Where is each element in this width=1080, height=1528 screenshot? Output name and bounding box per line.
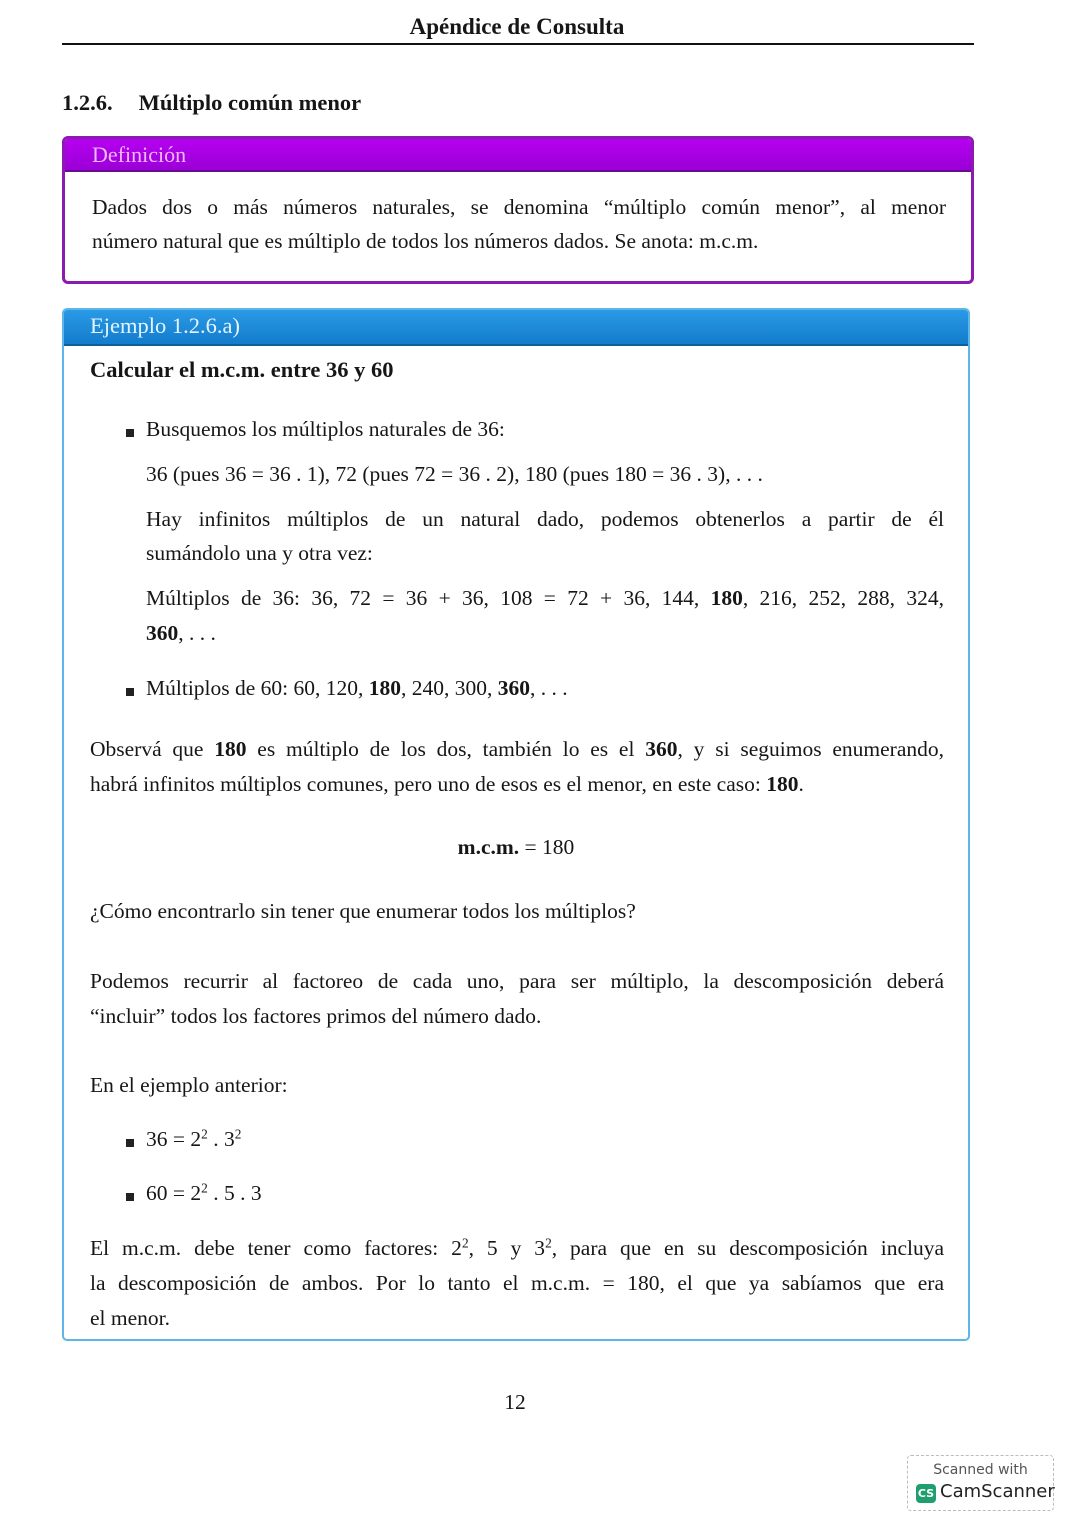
watermark-brand: CamScanner — [940, 1481, 1055, 1502]
example-label: Ejemplo 1.2.6.a) — [90, 313, 240, 338]
definition-header — [65, 139, 971, 172]
text-segment: 36 (pues 36 = 36 . 1), 72 (pues 72 = 36 . 2), 180 (pues 180 = 36 . 3), . . . — [146, 462, 763, 486]
text-segment: la descomposición de ambos. Por lo tanto el m.c.m. = 180, el que ya sabíamos que era — [90, 1271, 944, 1295]
text-segment: habrá infinitos múltiplos comunes, pero uno de esos es el menor, en este caso: — [90, 772, 767, 796]
text-segment: el menor. — [90, 1306, 171, 1330]
superscript: 2 — [201, 1180, 208, 1196]
bold-text: 180 — [766, 772, 799, 796]
text-segment: Hay infinitos múltiplos de un natural dado, podemos obtenerlos a partir de él — [146, 507, 944, 531]
bullet-text — [146, 676, 568, 701]
bullet-text — [146, 417, 505, 442]
text-segment: “incluir” todos los factores primos del número dado. — [90, 1004, 542, 1028]
text-segment: El m.c.m. debe tener como factores: 2 — [90, 1236, 462, 1260]
text-segment: Dados dos o más números naturales, se denomina “múltiplo común menor”, al menor — [92, 195, 946, 219]
text-segment: número natural que es múltiplo de todos los números dados. Se anota: m.c.m. — [92, 229, 759, 253]
camscanner-logo-icon: CS — [916, 1484, 936, 1503]
definition-label: Definición — [92, 142, 187, 167]
text-segment: , y si seguimos enumerando, — [677, 737, 944, 761]
text-segment: , . . . — [530, 676, 568, 700]
bullet-text — [146, 1127, 241, 1152]
bold-text: 180 — [710, 586, 743, 610]
watermark-caption: Scanned with — [933, 1462, 1028, 1478]
text-line — [90, 1306, 170, 1331]
text-segment: . 5 . 3 — [207, 1181, 262, 1205]
equation — [64, 835, 968, 860]
bold-text: 180 — [214, 737, 247, 761]
example-box — [62, 308, 970, 1341]
text-segment: , . . . — [178, 621, 216, 645]
bullet-icon — [126, 1139, 134, 1147]
text-line — [90, 899, 636, 924]
superscript: 2 — [234, 1126, 242, 1142]
bullet-icon — [126, 688, 134, 696]
text-segment: es múltiplo de los dos, también lo es el — [246, 737, 646, 761]
text-segment: Múltiplos de 36: 36, 72 = 36 + 36, 108 = 72 + 36, 144, — [146, 586, 711, 610]
text-line — [146, 462, 763, 487]
header-rule — [62, 43, 974, 45]
text-line — [90, 1004, 541, 1029]
running-header: Apéndice de Consulta — [409, 14, 625, 39]
text-line — [90, 737, 944, 762]
text-segment: Busquemos los múltiplos naturales de 36: — [146, 417, 505, 441]
text-segment: ¿Cómo encontrarlo sin tener que enumerar todos los múltiplos? — [90, 899, 636, 923]
text-segment: En el ejemplo anterior: — [90, 1073, 288, 1097]
camscanner-watermark — [907, 1455, 1054, 1511]
text-segment: , 5 y 3 — [468, 1236, 546, 1260]
superscript: 2 — [461, 1235, 469, 1251]
bold-text: m.c.m. — [457, 835, 520, 859]
section-number: 1.2.6. — [62, 90, 113, 115]
section-title: Múltiplo común menor — [138, 90, 362, 115]
page-number: 12 — [504, 1390, 526, 1414]
bold-text: 360 — [497, 676, 531, 700]
bullet-text — [146, 1181, 262, 1206]
text-segment: = 180 — [519, 835, 575, 859]
text-line — [90, 772, 804, 797]
text-segment: 36 = 2 — [146, 1127, 202, 1151]
definition-line — [92, 229, 758, 254]
bold-text: Calcular el m.c.m. entre 36 y 60 — [90, 357, 394, 382]
example-title — [90, 357, 393, 383]
text-line — [90, 1236, 944, 1261]
bullet-icon — [126, 1193, 134, 1201]
bold-text: 360 — [146, 621, 179, 645]
text-line — [146, 507, 944, 532]
text-segment: , para que en su descomposición incluya — [551, 1236, 945, 1260]
text-segment: 60 = 2 — [146, 1181, 202, 1205]
text-segment: . 3 — [207, 1127, 235, 1151]
text-line — [146, 621, 216, 646]
text-segment: Múltiplos de 60: 60, 120, — [146, 676, 369, 700]
definition-box — [62, 136, 974, 284]
text-segment: . — [798, 772, 804, 796]
text-segment: Podemos recurrir al factoreo de cada uno, para ser múltiplo, la descomposición deberá — [90, 969, 944, 993]
text-segment: , 240, 300, — [401, 676, 498, 700]
text-line — [146, 586, 944, 611]
text-segment: , 216, 252, 288, 324, — [742, 586, 944, 610]
bold-text: 180 — [368, 676, 402, 700]
text-line — [146, 541, 373, 566]
text-line — [90, 1271, 944, 1296]
superscript: 2 — [201, 1126, 208, 1142]
text-segment: sumándolo una y otra vez: — [146, 541, 373, 565]
text-line — [90, 1073, 288, 1098]
bold-text: 360 — [645, 737, 678, 761]
section-heading — [62, 90, 361, 116]
bullet-icon — [126, 429, 134, 437]
example-header — [64, 310, 968, 346]
text-line — [90, 969, 944, 994]
superscript: 2 — [545, 1235, 552, 1251]
definition-line — [92, 195, 946, 220]
text-segment: Observá que — [90, 737, 215, 761]
